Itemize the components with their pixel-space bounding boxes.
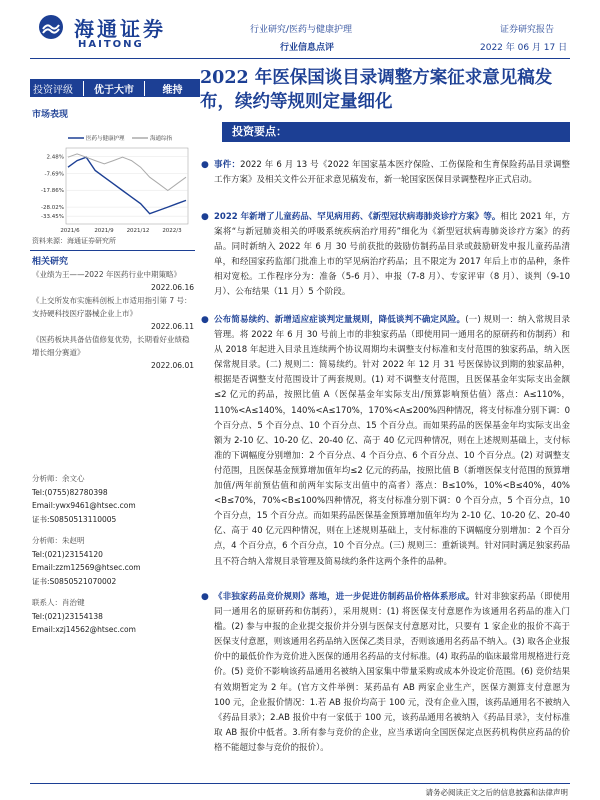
y-tick-label: -33.45% <box>41 214 64 221</box>
x-tick-label: 2022/3 <box>162 228 182 234</box>
analyst-cert: 证书:S0850521070002 <box>32 576 117 586</box>
key-points-header: 投资要点： <box>222 122 570 142</box>
y-tick-label: -17.86% <box>41 188 64 195</box>
related-item-date: 2022.06.16 <box>151 283 194 292</box>
paragraph-bidding-rules <box>201 590 570 756</box>
contact-name: 联系人：肖治键 <box>32 598 85 607</box>
report-subcategory: 行业信息点评 <box>280 43 335 53</box>
paragraph-text: 2022 年 6 月 13 号《2022 年国家基本医疗保险、工伤保险和生育保险药品目录调整工作方案》及相关文件公开征求意见稿发布，新一轮国家医保目录调整程序正式启动。 <box>214 160 570 186</box>
paragraph-new-additions <box>201 210 570 301</box>
report-title: 2022 年医保国谈目录调整方案征求意见稿发布，续约等规则定量细化 <box>200 68 553 112</box>
legend-label-pharma: 医药与健康护理 <box>86 136 125 142</box>
bullet-icon: ● <box>201 160 209 170</box>
paragraph-text: 相比 2021 年，方案将“与新冠肺炎相关的呼吸系统疾病治疗用药”细化为《新型冠状病毒肺炎诊疗方案》的药品。同时新纳入 2022 年 6 月 30 号前获批的鼓励仿制药品目录或鼓励研发申报儿童药品清单，和经国家药监部门批准上市的罕见病治疗药品；且不限定为 2017 年后上市的品种，条件相对宽松。工作程序分为：准备（5-6 月）、申报（7-8 月）、专家评审（8 月）、谈判（9-10 月）、公布结果（11 月）5 个阶段。 <box>214 212 570 298</box>
paragraph-lead: 《非独家药品竞价规则》落地，进一步促进仿制药品价格体系形成。 <box>214 592 475 602</box>
paragraph-event <box>201 158 570 188</box>
bullet-icon: ● <box>201 315 209 325</box>
report-type: 证券研究报告 <box>500 25 555 35</box>
x-tick-label: 2021/6 <box>60 228 80 234</box>
report-date: 2022 年 06 月 17 日 <box>480 43 568 53</box>
related-item-title: 《医药板块具备估值修复优势，长期看好业绩稳增长细分赛道》 <box>32 335 190 357</box>
paragraph-renewal-rules <box>201 313 570 570</box>
logo-text-cn: 海通证券 <box>74 17 166 41</box>
x-tick-label: 2021/12 <box>126 228 150 234</box>
series-line-pharma <box>68 157 186 214</box>
market-performance-title: 市场表现 <box>32 110 69 120</box>
rating-value: 优于大市 <box>83 81 145 96</box>
paragraph-lead: 事件： <box>214 160 241 170</box>
report-category: 行业研究/医药与健康护理 <box>250 25 353 35</box>
investment-rating-bar <box>30 79 200 97</box>
analyst-tel: Tel:(021)23154120 <box>32 549 103 559</box>
related-research-title: 相关研究 <box>32 257 69 267</box>
related-item-title: 《上交所发布实施科创板上市适用指引第 7 号：支持硬科技医疗器械企业上市》 <box>32 296 192 318</box>
related-item-title: 《业绩为王——2022 年医药行业中期策略》 <box>32 270 181 279</box>
contact-email[interactable]: Email:xzj14562@htsec.com <box>32 625 136 634</box>
sidebar-divider <box>30 250 195 251</box>
chart-source: 资料来源：海通证券研究所 <box>32 237 116 245</box>
x-tick-label: 2021/9 <box>94 228 114 234</box>
legend-label-index: 海通综指 <box>150 136 173 142</box>
series-line-index <box>68 154 186 191</box>
y-tick-label: -28.02% <box>41 205 64 212</box>
paragraph-lead: 公布简易续约、新增适应症谈判定量规则，降低谈判不确定风险。 <box>214 315 466 325</box>
related-item[interactable] <box>32 294 194 333</box>
haitong-logo-icon <box>38 14 64 40</box>
analyst-name: 分析师：余文心 <box>32 474 85 483</box>
y-tick-label: -7.69% <box>44 171 64 178</box>
paragraph-text: 针对非独家药品（即使用同一通用名的原研药和仿制药），采用规则：(1) 将医保支付意愿作为该通用名药品的准入门槛。(2) 参与申报的企业提交报价并分别与医保支付意愿对比，只要有 1 家企业的报价不高于医保支付意愿，则该通用名药品纳入医保乙类目录，否则该通用名药品不纳入。(3) 取各企业报价中的最低价作为竞价进入医保的通用名药品的支付标准。(4) 取药品的临床最常用规格进行竞价。(5) 竞价不影响该药品通用名被纳入国家集中带量采购或成本外设定价范围。(6) 竞价结果有效期暂定为 2 年。(官方文件举例：某药品有 AB 两家企业生产，医保方测算支付意愿为 100 元，企业报价情况：1.若 AB 报价均高于 100 元，没有企业入围，该药品通用名不被纳入《药品目录》；2.AB 报价中有一家低于 100 元，该药品通用名被纳入《药品目录》，支付标准取 AB 报价中低者。3.所有参与竞价的企业，应当承诺向全国医保定点医药机构供应药品的价格不能超过参与竞价的报价）。 <box>214 592 570 753</box>
related-item[interactable] <box>32 268 194 294</box>
market-performance-chart <box>32 132 192 236</box>
analyst-email[interactable]: Email:ywx9461@htsec.com <box>32 501 136 510</box>
related-research-list <box>32 268 194 372</box>
paragraph-lead: 2022 年新增了儿童药品、罕见病用药、《新型冠状病毒肺炎诊疗方案》等。 <box>214 212 501 222</box>
rating-label: 投资评级 <box>33 84 73 96</box>
paragraph-text: (一) 规则一：纳入常规目录管理。将 2022 年 6 月 30 号前上市的非独家药品（即使用同一通用名的原研药和仿制药）和从 2018 年起进入目录且连续两个协议周期均未调整支付标准和支付范围的独家药品，纳入医保常规目录。(二) 规则二：简易续约。针对 2022 年 12 月 31 号医保协议到期的独家品种，根据是否调整支付范围设计了两套规则。(1) 对不调整支付范围，且医保基金年实际支出金额≤2 亿元的药品，按照比值 A（医保基金年实际支出/预算影响预估值）落点：A≤110%，110%<A≤140%，140%<A≤170%，170%<A≤200%四种情况，将支付标准分别下调：0 个百分点、5 个百分点、10 个百分点、15 个百分点。而如果药品的医保基金年均实际支出金额为 2-10 亿、10-20 亿、20-40 亿、高于 40 亿元四种情况，则在上述规则基础上，支付标准的下调幅度分别增加：2 个百分点、4 个百分点、6 个百分点、10 个百分点。(2) 对调整支付范围，且医保基金预算增加值年均≤2 亿元的药品，按照比值 B（新增医保支付范围的预算增加值/两年前预估值和前两年实际支出值中的高者）落点：B≤10%，10%<B≤40%，40%<B≤70%，70%<B≤100%四种情况，将支付标准分别下调：0 个百分点，5 个百分点，10 个百分点，15 个百分点。而如果药品医保基金预算增加值年均为 2-10 亿、10-20 亿、20-40 亿、高于 40 亿元四种情况，则在上述规则基础上，支付标准的下调幅度分别增加：2 个百分点，4 个百分点，6 个百分点，10 个百分点。(三) 规则三：重新谈判。针对同时满足独家药品且不符合纳入常规目录管理及简易续约条件这两个条件的品种。 <box>214 315 570 567</box>
analyst-name: 分析师：朱赵明 <box>32 536 85 545</box>
footer-divider <box>30 783 570 784</box>
analyst-tel: Tel:(0755)82780398 <box>32 487 108 497</box>
contact-tel: Tel:(021)23154138 <box>32 611 103 621</box>
y-tick-label: 2.48% <box>46 154 64 161</box>
related-item-date: 2022.06.01 <box>151 361 194 370</box>
footer-disclaimer: 请务必阅读正文之后的信息披露和法律声明 <box>425 788 568 797</box>
related-item-date: 2022.06.11 <box>151 322 194 331</box>
bullet-icon: ● <box>201 592 209 602</box>
header-divider <box>30 58 570 59</box>
report-header <box>0 0 600 62</box>
logo-text-en: HAITONG <box>78 39 144 50</box>
analyst-email[interactable]: Email:zzm12569@htsec.com <box>32 563 141 572</box>
analyst-contacts <box>32 472 194 637</box>
rating-change: 维持 <box>162 84 183 96</box>
analyst-cert: 证书:S0850513110005 <box>32 514 117 524</box>
bullet-icon: ● <box>201 212 209 222</box>
related-item[interactable] <box>32 333 194 372</box>
